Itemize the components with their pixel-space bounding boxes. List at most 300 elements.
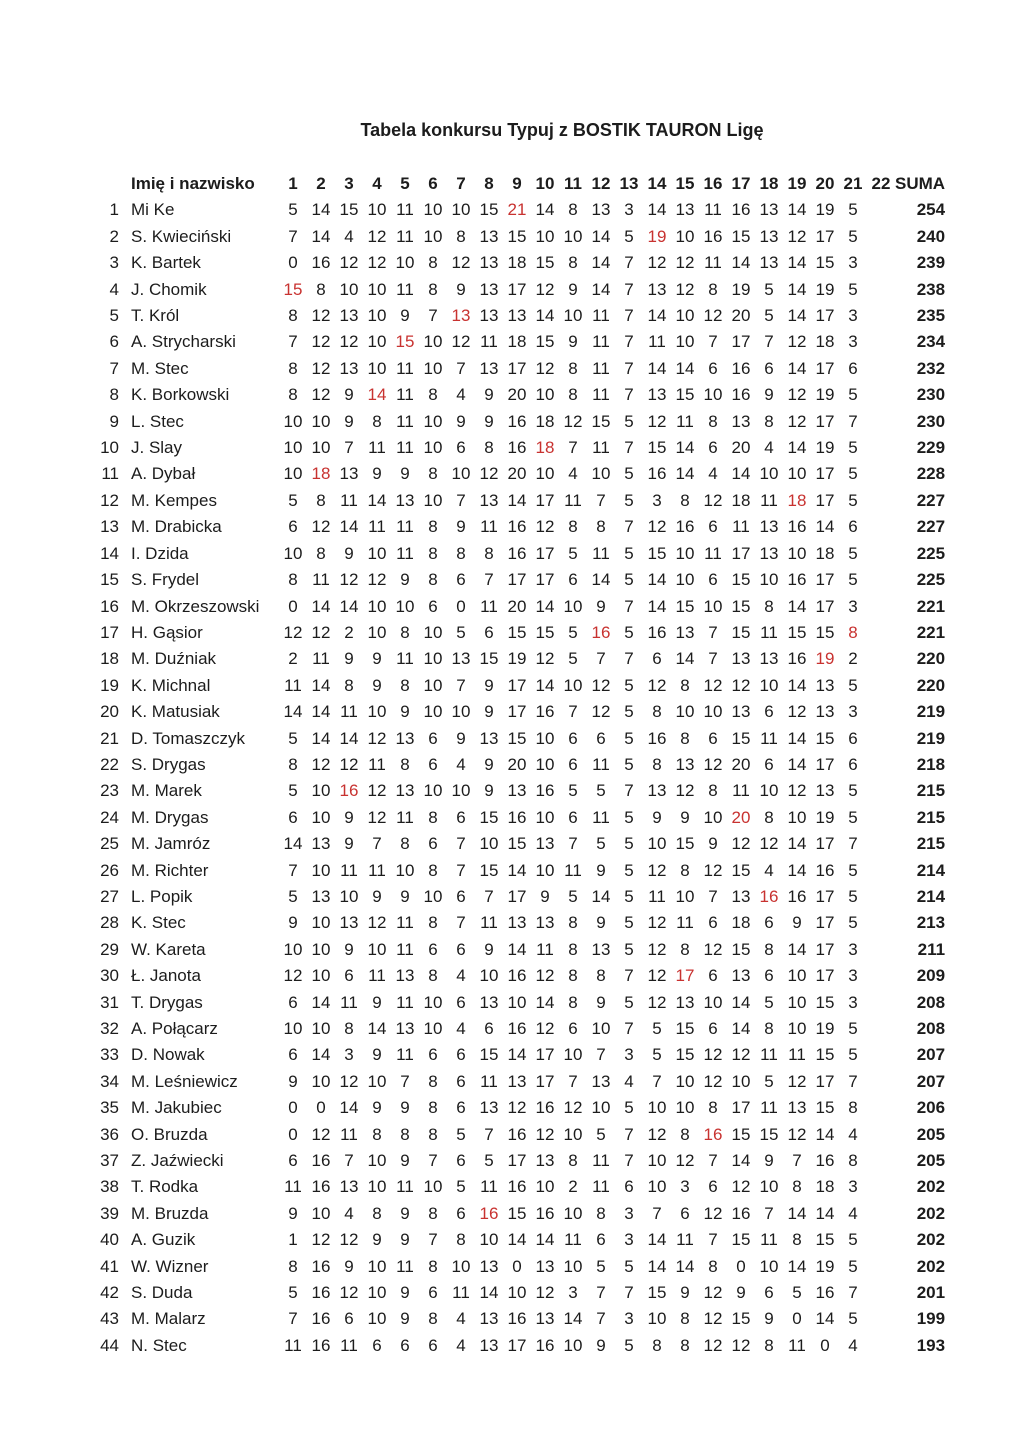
score-cell: 17 — [731, 543, 751, 563]
score-cell — [867, 1254, 895, 1280]
score-cell: 13 — [479, 358, 499, 378]
score-cell — [867, 250, 895, 276]
score-cell: 6 — [288, 517, 298, 537]
score-cell: 8 — [652, 702, 662, 722]
score-cell: 5 — [624, 675, 634, 695]
score-cell: 9 — [764, 1151, 774, 1171]
table-body — [85, 197, 945, 1359]
score-cell: 13 — [339, 1177, 359, 1197]
score-cell — [867, 1095, 895, 1121]
score-cell: 7 — [568, 702, 578, 722]
score-cell — [867, 329, 895, 355]
score-cell: 14 — [311, 728, 331, 748]
score-cell: 8 — [316, 543, 326, 563]
rank-cell: 35 — [100, 1098, 119, 1118]
score-cell: 6 — [848, 517, 858, 537]
score-cell: 11 — [592, 385, 610, 405]
score-cell: 13 — [479, 490, 499, 510]
player-name-cell: Mi Ke — [131, 200, 175, 220]
score-cell: 10 — [479, 1230, 499, 1250]
score-cell: 10 — [423, 886, 443, 906]
score-cell: 15 — [675, 385, 695, 405]
score-cell: 3 — [848, 253, 858, 273]
score-cell — [867, 197, 895, 223]
score-cell: 13 — [591, 200, 611, 220]
rank-cell: 42 — [100, 1283, 119, 1303]
score-cell: 11 — [340, 860, 358, 880]
player-name-cell: M. Marek — [131, 781, 202, 801]
player-name-cell: H. Gąsior — [131, 622, 203, 642]
rank-cell: 14 — [100, 543, 119, 563]
score-cell: 15 — [507, 226, 527, 246]
score-cell: 14 — [675, 1256, 695, 1276]
score-cell: 8 — [428, 253, 438, 273]
score-cell: 10 — [647, 1309, 667, 1329]
player-name-cell: D. Tomaszczyk — [131, 728, 245, 748]
score-cell: 11 — [396, 517, 414, 537]
score-cell: 12 — [479, 464, 499, 484]
rank-cell: 21 — [100, 728, 119, 748]
score-cell: 10 — [535, 464, 555, 484]
score-cell: 6 — [624, 1177, 634, 1197]
score-cell: 10 — [787, 543, 807, 563]
score-cell: 5 — [848, 385, 858, 405]
rank-cell: 2 — [109, 226, 119, 246]
score-cell: 6 — [372, 1335, 382, 1355]
score-cell: 10 — [675, 226, 695, 246]
table-row — [85, 646, 945, 672]
score-cell: 5 — [848, 438, 858, 458]
score-cell: 10 — [423, 781, 443, 801]
score-cell: 13 — [479, 279, 499, 299]
score-cell: 14 — [787, 253, 807, 273]
score-cell: 8 — [372, 1203, 382, 1223]
score-cell: 11 — [760, 728, 778, 748]
suma-cell: 215 — [916, 781, 946, 801]
score-cell: 11 — [564, 1230, 582, 1250]
score-cell: 11 — [592, 543, 610, 563]
table-row — [85, 1042, 945, 1068]
score-cell: 7 — [624, 781, 634, 801]
score-cell: 15 — [731, 622, 751, 642]
score-cell: 11 — [760, 1045, 778, 1065]
score-cell: 10 — [451, 1256, 471, 1276]
score-cell: 7 — [484, 886, 494, 906]
score-cell: 6 — [708, 1019, 718, 1038]
score-cell: 14 — [675, 649, 695, 669]
score-cell: 14 — [311, 226, 331, 246]
score-cell: 10 — [675, 1071, 695, 1091]
score-cell: 6 — [428, 728, 438, 748]
score-cell: 5 — [456, 622, 466, 642]
score-cell — [867, 646, 895, 672]
score-cell: 9 — [400, 886, 410, 906]
suma-cell: 239 — [916, 253, 946, 273]
score-cell: 12 — [311, 1124, 331, 1144]
score-cell: 14 — [311, 675, 331, 695]
score-cell: 12 — [731, 1335, 751, 1355]
score-cell: 16 — [311, 1177, 331, 1197]
rank-cell: 32 — [100, 1019, 119, 1038]
score-cell: 12 — [367, 913, 387, 933]
score-cell: 15 — [731, 1230, 751, 1250]
score-cell — [867, 224, 895, 250]
score-cell: 13 — [731, 649, 751, 669]
round-header-9: 9 — [512, 174, 522, 193]
score-cell: 11 — [396, 543, 414, 563]
score-cell: 8 — [568, 939, 578, 959]
suma-cell: 218 — [916, 754, 946, 774]
score-cell: 14 — [731, 253, 751, 273]
score-cell: 6 — [428, 1045, 438, 1065]
table-row — [85, 1016, 945, 1042]
score-cell: 10 — [423, 622, 443, 642]
suma-cell: 235 — [916, 306, 946, 326]
score-cell — [867, 541, 895, 567]
score-cell: 11 — [396, 358, 414, 378]
score-cell: 5 — [624, 728, 634, 748]
score-cell: 10 — [283, 438, 303, 458]
player-name-cell: S. Duda — [131, 1283, 193, 1303]
score-cell: 11 — [396, 200, 414, 220]
score-cell: 10 — [535, 728, 555, 748]
score-cell: 9 — [344, 807, 354, 827]
score-cell: 10 — [787, 464, 807, 484]
score-cell: 5 — [568, 543, 578, 563]
score-cell: 14 — [339, 517, 359, 537]
score-cell: 5 — [288, 490, 298, 510]
score-cell: 6 — [708, 358, 718, 378]
score-cell: 16 — [311, 1309, 331, 1329]
score-cell: 10 — [479, 834, 499, 854]
score-cell — [867, 1201, 895, 1227]
score-cell: 7 — [624, 596, 634, 616]
score-cell: 12 — [703, 675, 723, 695]
score-cell: 2 — [568, 1177, 578, 1197]
score-cell: 5 — [624, 464, 634, 484]
score-cell: 13 — [731, 886, 751, 906]
score-cell: 10 — [283, 411, 303, 431]
score-cell: 16 — [591, 622, 611, 642]
player-name-cell: A. Guzik — [131, 1230, 196, 1250]
score-cell: 3 — [624, 1203, 634, 1223]
score-cell: 10 — [283, 464, 303, 484]
score-cell: 3 — [848, 992, 858, 1012]
score-cell: 14 — [731, 464, 751, 484]
score-cell: 11 — [396, 438, 414, 458]
score-cell: 5 — [848, 1019, 858, 1038]
score-cell: 17 — [507, 358, 527, 378]
suma-cell: 208 — [916, 1019, 946, 1038]
score-cell: 11 — [368, 517, 386, 537]
score-cell: 18 — [507, 332, 527, 352]
player-name-cell: K. Bartek — [131, 253, 201, 273]
rank-cell: 24 — [100, 807, 119, 827]
score-cell: 14 — [787, 675, 807, 695]
score-cell: 7 — [456, 358, 466, 378]
score-cell: 11 — [312, 570, 330, 590]
score-cell: 7 — [596, 1045, 606, 1065]
score-cell: 14 — [563, 1309, 583, 1329]
score-cell: 17 — [815, 490, 835, 510]
score-cell: 10 — [703, 385, 723, 405]
score-cell: 10 — [479, 966, 499, 986]
score-cell: 14 — [311, 702, 331, 722]
score-cell: 14 — [339, 596, 359, 616]
score-cell: 3 — [344, 1045, 354, 1065]
score-cell: 12 — [703, 754, 723, 774]
score-cell: 11 — [592, 358, 610, 378]
score-cell: 14 — [591, 279, 611, 299]
score-cell: 16 — [507, 411, 527, 431]
score-cell: 12 — [703, 860, 723, 880]
score-cell: 13 — [451, 649, 471, 669]
score-cell: 12 — [647, 939, 667, 959]
score-cell: 14 — [675, 358, 695, 378]
score-cell: 13 — [339, 306, 359, 326]
score-cell: 7 — [652, 1071, 662, 1091]
score-cell: 8 — [484, 438, 494, 458]
score-cell: 5 — [624, 702, 634, 722]
score-cell: 7 — [848, 1283, 858, 1303]
score-cell: 17 — [731, 1098, 751, 1118]
player-name-cell: A. Połącarz — [131, 1019, 218, 1038]
player-name-cell: J. Slay — [131, 438, 183, 458]
score-cell: 15 — [507, 834, 527, 854]
score-cell: 12 — [339, 570, 359, 590]
score-cell: 12 — [647, 675, 667, 695]
score-cell: 10 — [591, 464, 611, 484]
score-cell: 3 — [624, 1309, 634, 1329]
rank-cell: 18 — [100, 649, 119, 669]
score-cell: 10 — [563, 1203, 583, 1223]
score-cell: 4 — [456, 1335, 466, 1355]
score-cell: 6 — [708, 517, 718, 537]
score-cell: 11 — [760, 490, 778, 510]
score-cell: 9 — [456, 279, 466, 299]
score-cell: 10 — [311, 438, 331, 458]
rank-cell: 13 — [100, 517, 119, 537]
score-cell: 8 — [428, 464, 438, 484]
score-cell: 9 — [764, 1309, 774, 1329]
score-cell — [867, 1280, 895, 1306]
score-cell: 8 — [400, 675, 410, 695]
score-cell: 10 — [311, 1203, 331, 1223]
rank-cell: 9 — [109, 411, 119, 431]
score-cell: 12 — [311, 622, 331, 642]
table-row — [85, 541, 945, 567]
score-cell: 14 — [675, 438, 695, 458]
score-cell: 12 — [311, 332, 331, 352]
score-cell: 5 — [848, 1256, 858, 1276]
score-cell: 13 — [507, 306, 527, 326]
score-cell: 15 — [479, 649, 499, 669]
score-cell: 0 — [288, 596, 298, 616]
score-cell: 8 — [428, 966, 438, 986]
score-cell: 3 — [848, 966, 858, 986]
score-cell: 18 — [507, 253, 527, 273]
score-cell: 12 — [283, 966, 303, 986]
round-header-21: 21 — [843, 174, 863, 193]
rank-cell: 16 — [100, 596, 119, 616]
score-cell: 14 — [591, 570, 611, 590]
score-cell: 16 — [507, 1124, 527, 1144]
score-cell: 8 — [680, 939, 690, 959]
score-cell: 10 — [759, 675, 779, 695]
score-cell: 14 — [647, 1256, 667, 1276]
round-header-3: 3 — [344, 174, 354, 193]
score-cell: 15 — [815, 622, 835, 642]
score-cell: 10 — [311, 807, 331, 827]
score-cell — [867, 303, 895, 329]
player-name-cell: W. Wizner — [131, 1256, 209, 1276]
table-row — [85, 461, 945, 487]
score-cell: 10 — [283, 1019, 303, 1038]
score-cell: 10 — [423, 226, 443, 246]
score-cell: 4 — [708, 464, 718, 484]
score-cell: 7 — [624, 385, 634, 405]
score-cell: 6 — [288, 807, 298, 827]
score-cell: 11 — [760, 1230, 778, 1250]
score-cell — [867, 990, 895, 1016]
score-cell: 5 — [848, 1045, 858, 1065]
round-header-6: 6 — [428, 174, 438, 193]
score-cell: 5 — [624, 570, 634, 590]
suma-cell: 220 — [916, 675, 946, 695]
score-cell: 14 — [367, 1019, 387, 1038]
score-cell: 7 — [624, 306, 634, 326]
score-cell: 6 — [428, 754, 438, 774]
score-cell: 9 — [400, 1230, 410, 1250]
score-cell: 14 — [507, 1045, 527, 1065]
score-cell: 13 — [731, 966, 751, 986]
score-cell: 9 — [288, 913, 298, 933]
score-cell: 8 — [792, 1177, 802, 1197]
score-cell: 15 — [507, 1203, 527, 1223]
player-name-cell: M. Jakubiec — [131, 1098, 222, 1118]
score-cell: 8 — [288, 754, 298, 774]
suma-cell: 221 — [916, 622, 946, 642]
score-cell: 3 — [624, 1230, 634, 1250]
score-cell: 19 — [815, 649, 835, 669]
table-row — [85, 858, 945, 884]
score-cell: 5 — [624, 886, 634, 906]
round-header-22: 22 — [871, 174, 891, 193]
score-cell — [867, 277, 895, 303]
score-cell: 17 — [815, 966, 835, 986]
score-cell: 6 — [456, 1071, 466, 1091]
score-cell: 11 — [396, 992, 414, 1012]
score-cell: 15 — [479, 860, 499, 880]
score-cell: 12 — [703, 1203, 723, 1223]
score-cell: 11 — [396, 807, 414, 827]
score-cell: 11 — [284, 675, 302, 695]
score-cell: 12 — [675, 279, 695, 299]
score-cell: 12 — [647, 860, 667, 880]
rank-cell: 29 — [100, 939, 119, 959]
score-cell: 6 — [456, 886, 466, 906]
score-cell: 10 — [563, 1335, 583, 1355]
score-cell: 7 — [848, 411, 858, 431]
score-cell: 11 — [340, 1124, 358, 1144]
score-cell: 11 — [396, 913, 414, 933]
score-cell: 6 — [708, 438, 718, 458]
table-row — [85, 620, 945, 646]
score-cell: 6 — [708, 570, 718, 590]
score-cell: 7 — [428, 1230, 438, 1250]
rank-cell: 15 — [100, 570, 119, 590]
score-cell: 13 — [339, 464, 359, 484]
score-cell: 6 — [568, 807, 578, 827]
score-cell: 16 — [787, 649, 807, 669]
score-cell: 10 — [367, 1071, 387, 1091]
score-cell: 12 — [591, 702, 611, 722]
score-cell: 13 — [759, 517, 779, 537]
score-cell: 10 — [311, 966, 331, 986]
rank-cell: 11 — [101, 464, 119, 484]
score-cell: 9 — [372, 1098, 382, 1118]
score-cell: 8 — [428, 517, 438, 537]
score-cell — [867, 514, 895, 540]
score-cell: 7 — [624, 517, 634, 537]
score-cell: 6 — [456, 992, 466, 1012]
score-cell: 8 — [428, 543, 438, 563]
rank-cell: 43 — [100, 1309, 119, 1329]
score-cell — [867, 1042, 895, 1068]
score-cell: 13 — [535, 1309, 555, 1329]
score-cell: 10 — [703, 992, 723, 1012]
score-cell: 8 — [428, 913, 438, 933]
score-cell: 18 — [311, 464, 331, 484]
score-cell: 11 — [564, 860, 582, 880]
score-cell: 7 — [596, 1283, 606, 1303]
score-cell: 10 — [367, 702, 387, 722]
score-cell: 14 — [311, 992, 331, 1012]
score-cell: 3 — [848, 306, 858, 326]
score-cell: 11 — [592, 332, 610, 352]
score-cell: 8 — [428, 1256, 438, 1276]
score-cell: 14 — [507, 939, 527, 959]
score-cell: 5 — [288, 1283, 298, 1303]
score-cell: 11 — [396, 411, 414, 431]
name-header: Imię i nazwisko — [131, 174, 255, 193]
suma-cell: 201 — [916, 1283, 946, 1303]
score-cell: 8 — [568, 1151, 578, 1171]
score-cell: 5 — [848, 913, 858, 933]
score-cell: 9 — [400, 1151, 410, 1171]
player-name-cell: S. Frydel — [131, 570, 200, 590]
score-cell: 14 — [647, 1230, 667, 1250]
table-row — [85, 409, 945, 435]
score-cell: 11 — [536, 939, 554, 959]
round-header-5: 5 — [400, 174, 410, 193]
score-cell: 14 — [787, 358, 807, 378]
score-cell: 8 — [596, 1203, 606, 1223]
score-cell: 16 — [479, 1203, 499, 1223]
score-cell: 10 — [675, 543, 695, 563]
score-cell: 7 — [456, 913, 466, 933]
table-row — [85, 514, 945, 540]
score-cell: 8 — [848, 1098, 858, 1118]
score-cell: 5 — [848, 886, 858, 906]
player-name-cell: S. Kwieciński — [131, 226, 232, 246]
score-cell: 13 — [731, 702, 751, 722]
score-cell: 11 — [396, 1045, 414, 1065]
score-cell: 0 — [288, 253, 298, 273]
score-cell: 7 — [708, 1230, 718, 1250]
score-cell: 8 — [288, 358, 298, 378]
score-cell: 10 — [451, 200, 471, 220]
